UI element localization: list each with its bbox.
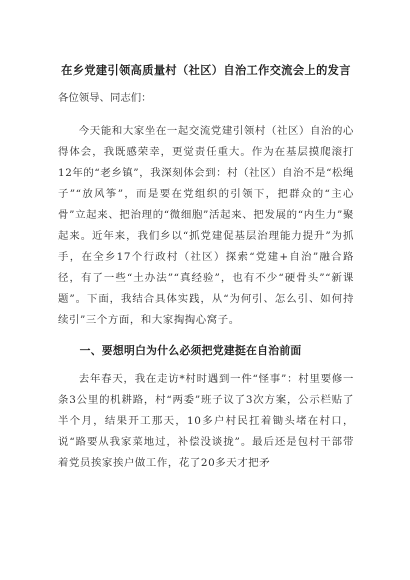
document-title: 在乡党建引领高质量村（社区）自治工作交流会上的发言 [61, 64, 351, 77]
section-heading-1: 一、要想明白为什么必须把党建挺在自治前面 [79, 344, 302, 357]
body-paragraph-2: 去年春天，我在走访*村时遇到一件“怪事”：村里要修一条3公里的机耕路，村“两委”班子议了3次方案，公示栏贴了半个月，结果开工那天，10多户村民扛着锄头堵在村口，说“路要从我家菜地过，补偿没谈拢”。最后还是包村干部带着党员挨家挨户做工作，花了20多天才把矛 [58, 373, 354, 469]
body-paragraph-1: 今天能和大家坐在一起交流党建引领村（社区）自治的心得体会，我既感荣幸，更觉责任重大。作为在基层摸爬滚打12年的“老乡镇”，我深刻体会到：村（社区）自治不是“松绳子”“放风筝”，而是要在党组织的引领下，把群众的“主心骨”立起来、把治理的“微细胞”活起来、把发展的“内生力”聚起来。近年来，我们乡以“抓党建促基层治理能力提升”为抓手，在全乡17个行政村（社区）探索“党建+自治”融合路径，有了一些“土办法”“真经验”，也有不少“硬骨头”“新课题”。下面，我结合具体实践，从“为何引、怎么引、如何持续引”三个方面，和大家掏掏心窝子。 [58, 125, 354, 326]
salutation: 各位领导、同志们： [58, 92, 152, 104]
